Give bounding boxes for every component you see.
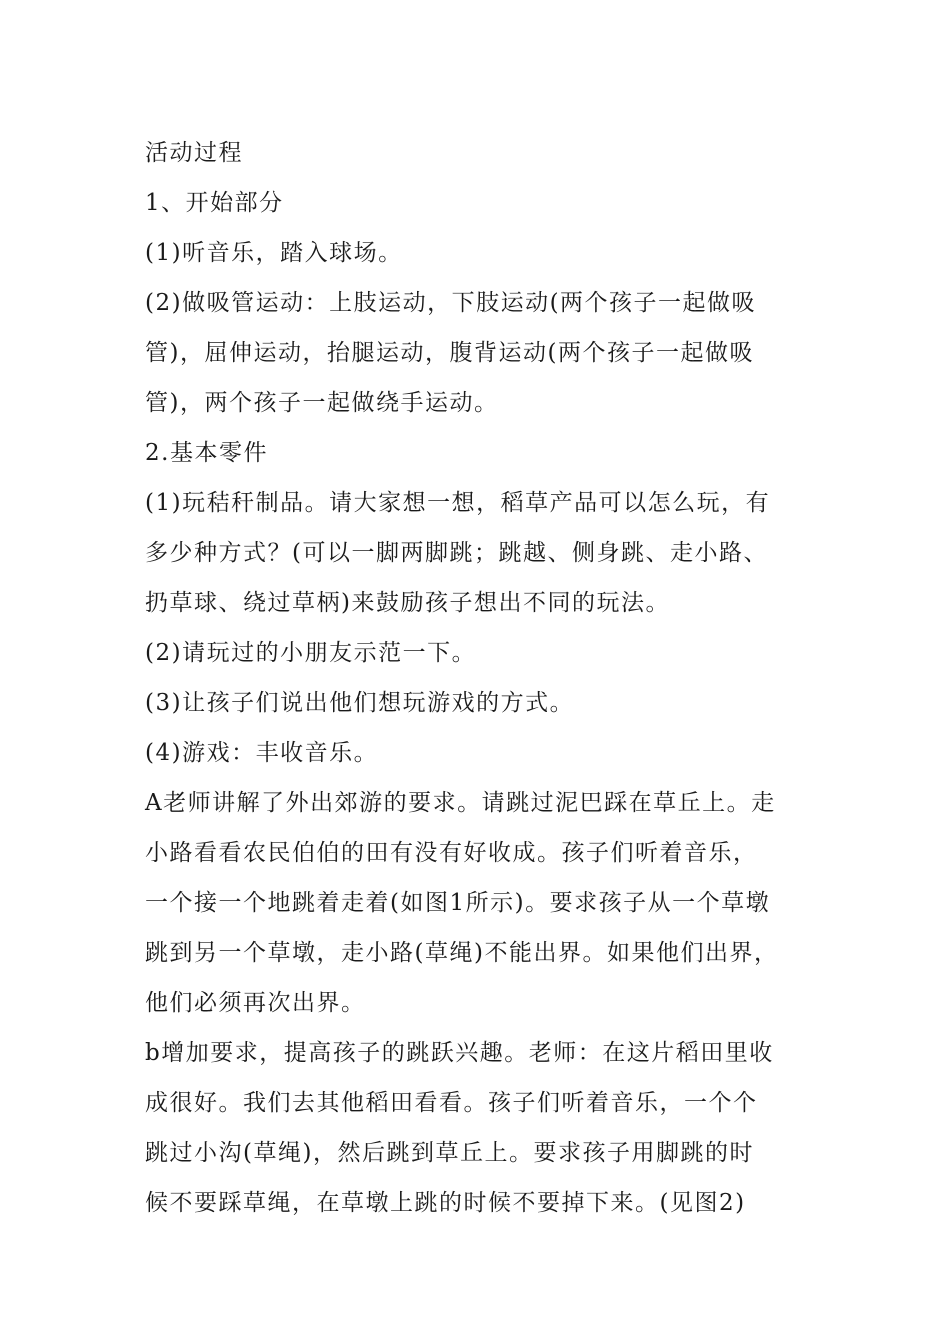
paragraph-line: 管)，屈伸运动，抬腿运动，腹背运动(两个孩子一起做吸 bbox=[145, 340, 754, 366]
subsection-heading: 1、开始部分 bbox=[145, 190, 284, 216]
paragraph-line: (4)游戏：丰收音乐。 bbox=[145, 740, 379, 766]
paragraph-line: 多少种方式？(可以一脚两脚跳；跳越、侧身跳、走小路、 bbox=[145, 540, 768, 566]
paragraph-line: 管)，两个孩子一起做绕手运动。 bbox=[145, 390, 499, 416]
paragraph-line: (1)玩秸秆制品。请大家想一想，稻草产品可以怎么玩，有 bbox=[145, 490, 771, 516]
paragraph-line: 一个接一个地跳着走着(如图1所示)。要求孩子从一个草墩 bbox=[145, 890, 771, 916]
paragraph-line: (2)请玩过的小朋友示范一下。 bbox=[145, 640, 477, 666]
paragraph-line: 小路看看农民伯伯的田有没有好收成。孩子们听着音乐， bbox=[145, 840, 758, 866]
paragraph-line: A老师讲解了外出郊游的要求。请跳过泥巴踩在草丘上。走 bbox=[145, 790, 776, 816]
paragraph-line: 他们必须再次出界。 bbox=[145, 990, 366, 1016]
subsection-heading: 2.基本零件 bbox=[145, 440, 268, 466]
document-body bbox=[145, 128, 825, 1228]
paragraph-line: 候不要踩草绳，在草墩上跳的时候不要掉下来。(见图2) bbox=[145, 1190, 746, 1216]
paragraph-line: (1)听音乐，踏入球场。 bbox=[145, 240, 403, 266]
paragraph-line: (3)让孩子们说出他们想玩游戏的方式。 bbox=[145, 690, 575, 716]
paragraph-line: 扔草球、绕过草柄)来鼓励孩子想出不同的玩法。 bbox=[145, 590, 670, 616]
paragraph-line: b增加要求，提高孩子的跳跃兴趣。老师：在这片稻田里收 bbox=[145, 1040, 774, 1066]
paragraph-line: 跳过小沟(草绳)，然后跳到草丘上。要求孩子用脚跳的时 bbox=[145, 1140, 754, 1166]
paragraph-line: 跳到另一个草墩，走小路(草绳)不能出界。如果他们出界， bbox=[145, 940, 779, 966]
paragraph-line: (2)做吸管运动：上肢运动，下肢运动(两个孩子一起做吸 bbox=[145, 290, 757, 316]
paragraph-line: 成很好。我们去其他稻田看看。孩子们听着音乐，一个个 bbox=[145, 1090, 758, 1116]
section-heading: 活动过程 bbox=[145, 140, 243, 166]
